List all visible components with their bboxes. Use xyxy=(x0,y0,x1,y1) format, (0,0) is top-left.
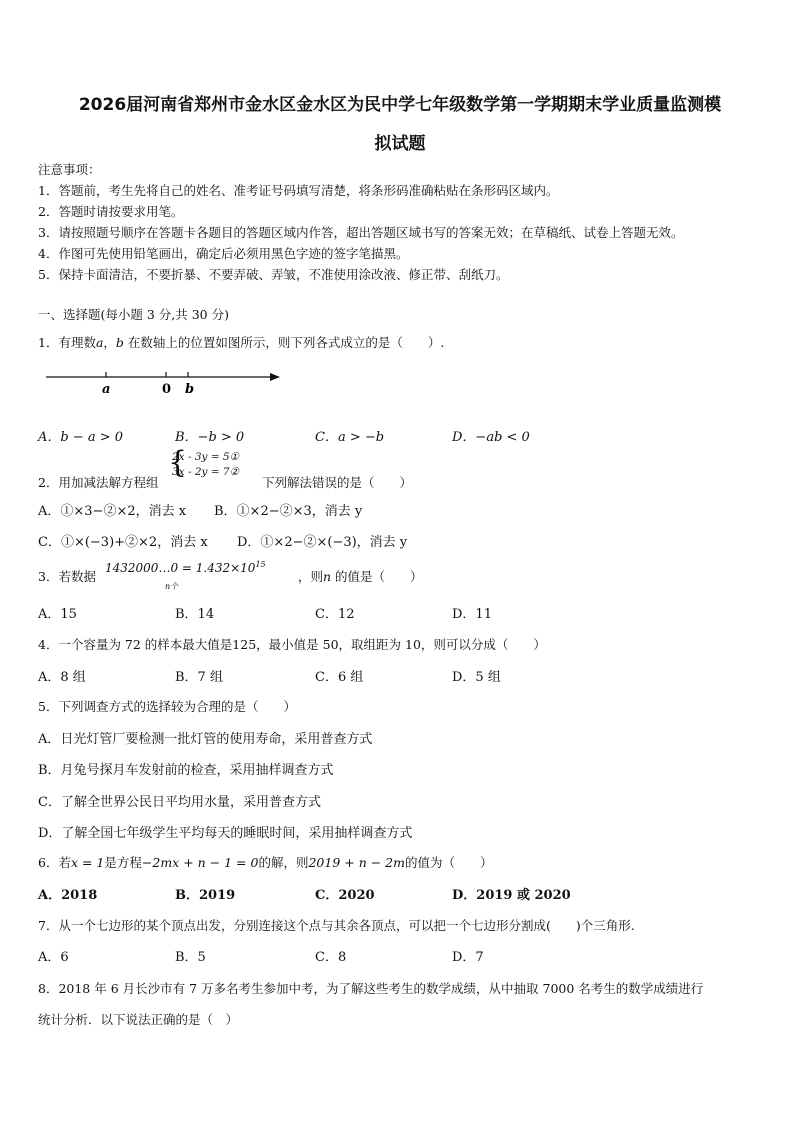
option-d[interactable]: D．11 xyxy=(452,607,492,622)
option-c[interactable]: C．了解全世界公民日平均用水量，采用普查方式 xyxy=(38,795,321,810)
option-c[interactable]: C．2020 xyxy=(315,888,375,903)
option-b[interactable]: B．月兔号探月车发射前的检查，采用抽样调查方式 xyxy=(38,763,334,778)
option-d[interactable]: D．①×2−②×(−3)，消去 y xyxy=(237,535,408,550)
option-b[interactable]: B．7 组 xyxy=(175,670,223,685)
option-d[interactable]: D．7 xyxy=(452,950,484,965)
question-8-stem-continued: 统计分析．以下说法正确的是（ ） xyxy=(38,1012,239,1027)
number-line-figure xyxy=(44,368,284,396)
equation-2: 3x - 2y = 7② xyxy=(172,466,240,478)
option-a[interactable]: A．b − a > 0 xyxy=(38,430,124,445)
option-a[interactable]: A．2018 xyxy=(38,888,98,903)
option-c[interactable]: C．①×(−3)+②×2，消去 x xyxy=(38,535,208,550)
option-b[interactable]: B．2019 xyxy=(175,888,236,903)
page-title: 2026届河南省郑州市金水区金水区为民中学七年级数学第一学期期末学业质量监测模 xyxy=(78,95,722,115)
question-4-stem: 4．一个容量为 72 的样本最大值是125，最小值是 50，取组距为 10，则可以分成（ ） xyxy=(38,637,546,652)
digit-count-label: n个 xyxy=(165,582,179,591)
notice-heading: 注意事项： xyxy=(38,162,101,177)
question-2-stem-end: 下列解法错误的是（ ） xyxy=(262,475,413,490)
option-d[interactable]: D．−ab < 0 xyxy=(452,430,530,445)
axis-label-a: a xyxy=(102,382,111,396)
notice-item: 3．请按照题号顺序在答题卡各题目的答题区域内作答，超出答题区域书写的答案无效；在草稿纸、试卷上答题无效。 xyxy=(38,225,684,240)
option-c[interactable]: C．6 组 xyxy=(315,670,364,685)
option-c[interactable]: C．8 xyxy=(315,950,347,965)
option-c[interactable]: C．12 xyxy=(315,607,355,622)
option-a[interactable]: A．15 xyxy=(38,607,77,622)
equation-1: 2x - 3y = 5① xyxy=(172,451,240,463)
question-3-stem-end: ，则n 的值是（ ） xyxy=(298,569,423,584)
option-a[interactable]: A．①×3−②×2，消去 x xyxy=(38,504,187,519)
question-1-stem: 1．有理数a，b 在数轴上的位置如图所示，则下列各式成立的是（ ）. xyxy=(38,335,445,350)
arrow-icon xyxy=(270,373,280,381)
question-7-stem: 7．从一个七边形的某个顶点出发，分别连接这个点与其余各顶点，可以把一个七边形分割成( )个三角形. xyxy=(38,918,635,933)
number-expression: 1432000…0 = $1.432\times 10^{15}$ xyxy=(105,560,266,575)
notice-item: 5．保持卡面清洁，不要折暴、不要弄破、弄皱，不准使用涂改液、修正带、刮纸刀。 xyxy=(38,267,509,282)
question-6-stem: 6．若x = 1是方程−2mx + n − 1 = 0的解，则2019 + n − 2m的值为（ ） xyxy=(38,855,493,870)
system-brace: { xyxy=(168,445,188,480)
page-title-continued: 拟试题 xyxy=(374,134,426,154)
question-5-stem: 5．下列调查方式的选择较为合理的是（ ） xyxy=(38,699,296,714)
axis-label-zero: 0 xyxy=(162,382,172,396)
question-2-stem: 2．用加减法解方程组 xyxy=(38,475,159,490)
notice-item: 1．答题前，考生先将自己的姓名、准考证号码填写清楚，将条形码准确粘贴在条形码区域内。 xyxy=(38,183,559,198)
question-3-stem: 3．若数据 xyxy=(38,569,96,584)
option-c[interactable]: C．a > −b xyxy=(315,430,385,445)
option-b[interactable]: B．5 xyxy=(175,950,206,965)
option-d[interactable]: D．了解全国七年级学生平均每天的睡眠时间，采用抽样调查方式 xyxy=(38,826,413,841)
equation-system xyxy=(172,450,239,480)
notice-item: 4．作图可先使用铅笔画出，确定后必须用黑色字迹的签字笔描黑。 xyxy=(38,246,409,261)
option-d[interactable]: D．5 组 xyxy=(452,670,501,685)
option-b[interactable]: B．−b > 0 xyxy=(175,430,245,445)
option-a[interactable]: A．日光灯管厂要检测一批灯管的使用寿命，采用普查方式 xyxy=(38,732,373,747)
axis-label-b: b xyxy=(185,382,195,396)
option-a[interactable]: A．6 xyxy=(38,950,69,965)
question-8-stem: 8．2018 年 6 月长沙市有 7 万多名考生参加中考，为了解这些考生的数学成绩，从中抽取 7000 名考生的数学成绩进行 xyxy=(38,981,704,996)
option-d[interactable]: D．2019 或 2020 xyxy=(452,888,571,903)
notice-item: 2．答题时请按要求用笔。 xyxy=(38,204,184,219)
section-heading: 一、选择题(每小题 3 分,共 30 分) xyxy=(38,307,229,322)
option-a[interactable]: A．8 组 xyxy=(38,670,86,685)
option-b[interactable]: B．14 xyxy=(175,607,215,622)
option-b[interactable]: B．①×2−②×3，消去 y xyxy=(214,504,363,519)
